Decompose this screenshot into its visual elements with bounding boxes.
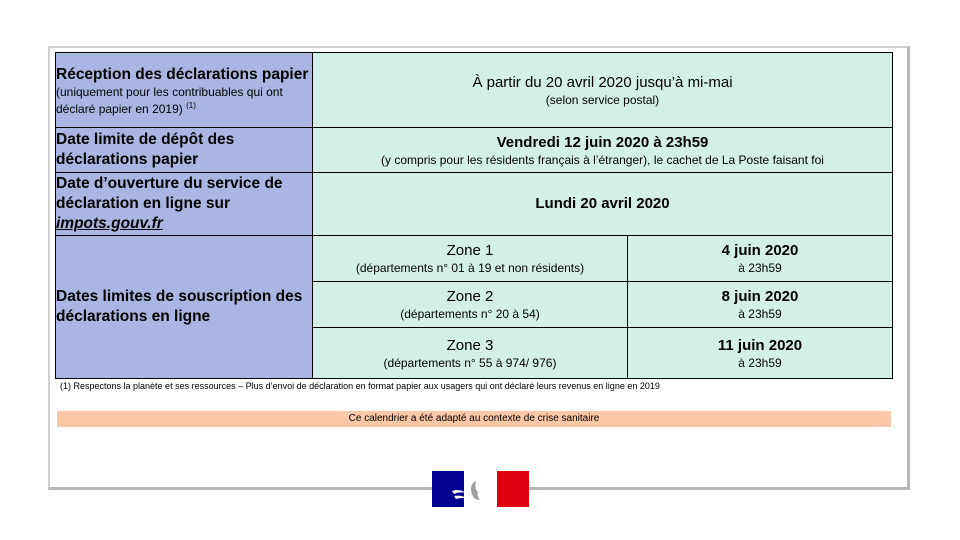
paper-reception-note: (selon service postal) [545,92,660,107]
table-row [56,173,893,236]
label-online-deadlines: Dates limites de souscription des déclarations en ligne [56,288,303,325]
zone-name: Zone 1 [446,242,494,259]
zone-deadline-date: 4 juin 2020 [721,242,799,259]
zone-deadline-time: à 23h59 [738,307,782,321]
value-online-opening [313,173,893,236]
paper-deadline-date: Vendredi 12 juin 2020 à 23h59 [496,133,709,151]
zone-cell [313,328,628,379]
paper-reception-period: À partir du 20 avril 2020 jusqu’à mi-mai [472,73,733,91]
table-row [56,53,893,128]
zone-departments: (départements n° 55 à 974/ 976) [383,355,557,370]
online-opening-date: Lundi 20 avril 2020 [535,195,670,212]
tax-calendar-table [55,52,893,379]
value-paper-reception [313,53,893,128]
zone-cell [313,282,628,328]
zone-deadline-date: 8 juin 2020 [721,288,799,305]
table-row [56,128,893,173]
row-label-online-deadlines [56,236,313,379]
zone-cell [313,236,628,282]
marianne-logo-icon [432,471,529,507]
zone-deadline-cell [628,328,893,379]
zone-deadline-cell [628,282,893,328]
zone-deadline-cell [628,236,893,282]
zone-deadline-time: à 23h59 [738,355,782,370]
zone-deadline-date: 11 juin 2020 [717,336,803,354]
row-label-paper-deadline [56,128,313,173]
row-label-online-opening [56,173,313,236]
table-row [56,236,893,282]
row-label-paper-reception [56,53,313,128]
label-online-opening: Date d’ouverture du service de déclaration en ligne sur [56,175,283,212]
label-paper-reception: Réception des déclarations papier [56,65,309,83]
label-paper-reception-detail: (uniquement pour les contribuables qui ont déclaré papier en 2019) [56,84,283,116]
label-paper-deadline: Date limite de dépôt des déclarations papier [56,131,235,168]
impots-gouv-link[interactable]: impots.gouv.fr [56,215,163,232]
zone-name: Zone 2 [446,288,494,305]
zone-name: Zone 3 [446,336,494,354]
zone-departments: (départements n° 01 à 19 et non résidents) [355,261,585,275]
paper-deadline-note: (y compris pour les résidents français à l’étranger), le cachet de La Poste faisant foi [381,152,824,167]
value-paper-deadline [313,128,893,173]
crisis-note-banner: Ce calendrier a été adapté au contexte de crise sanitaire [57,411,891,427]
zone-departments: (départements n° 20 à 54) [400,307,540,321]
footnote: (1) Respectons la planète et ses ressources – Plus d’envoi de déclaration en format papier aux usagers qui ont déclaré leurs revenus en ligne en 2019 [60,381,660,391]
zone-deadline-time: à 23h59 [738,261,782,275]
footnote-ref: (1) [186,100,196,110]
